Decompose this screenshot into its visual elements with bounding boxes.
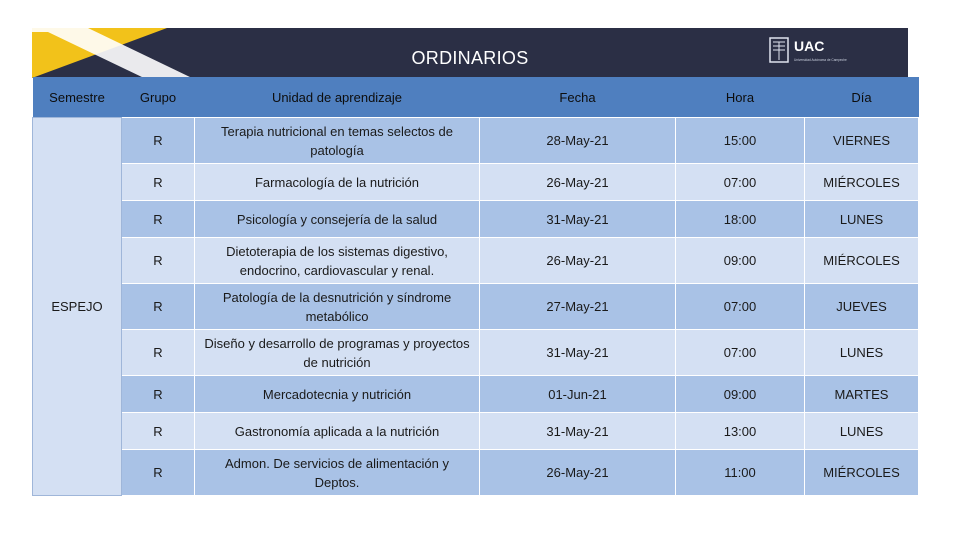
- hora-cell: 11:00: [676, 450, 805, 496]
- table-header-row: [33, 77, 919, 118]
- hora-cell: 09:00: [676, 238, 805, 284]
- unidad-cell: Gastronomía aplicada a la nutrición: [195, 413, 480, 450]
- fecha-cell: 01-Jun-21: [480, 376, 676, 413]
- grupo-cell: R: [122, 330, 195, 376]
- fecha-cell: 27-May-21: [480, 284, 676, 330]
- header-unidad: Unidad de aprendizaje: [195, 77, 480, 118]
- semestre-cell: ESPEJO: [33, 118, 122, 496]
- fecha-cell: 31-May-21: [480, 330, 676, 376]
- header-fecha: Fecha: [480, 77, 676, 118]
- header-dia: Día: [805, 77, 919, 118]
- unidad-cell: Farmacología de la nutrición: [195, 164, 480, 201]
- hora-cell: 09:00: [676, 376, 805, 413]
- header-semestre: Semestre: [33, 77, 122, 118]
- table-row: [33, 376, 919, 413]
- table-row: [33, 238, 919, 284]
- table-row: [33, 164, 919, 201]
- grupo-cell: R: [122, 238, 195, 284]
- table-row: [33, 413, 919, 450]
- table-row: [33, 118, 919, 164]
- dia-cell: MARTES: [805, 376, 919, 413]
- title-banner: [32, 28, 908, 78]
- unidad-cell: Diseño y desarrollo de programas y proyectos de nutrición: [195, 330, 480, 376]
- grupo-cell: R: [122, 450, 195, 496]
- fecha-cell: 28-May-21: [480, 118, 676, 164]
- grupo-cell: R: [122, 413, 195, 450]
- header-grupo: Grupo: [122, 77, 195, 118]
- fecha-cell: 26-May-21: [480, 164, 676, 201]
- unidad-cell: Admon. De servicios de alimentación y Deptos.: [195, 450, 480, 496]
- hora-cell: 07:00: [676, 330, 805, 376]
- grupo-cell: R: [122, 164, 195, 201]
- unidad-cell: Dietoterapia de los sistemas digestivo, endocrino, cardiovascular y renal.: [195, 238, 480, 284]
- fecha-cell: 31-May-21: [480, 413, 676, 450]
- table-row: [33, 330, 919, 376]
- unidad-cell: Patología de la desnutrición y síndrome metabólico: [195, 284, 480, 330]
- table-row: [33, 201, 919, 238]
- grupo-cell: R: [122, 201, 195, 238]
- table-row: [33, 284, 919, 330]
- hora-cell: 07:00: [676, 284, 805, 330]
- fecha-cell: 31-May-21: [480, 201, 676, 238]
- logo-text: UAC: [794, 38, 825, 54]
- dia-cell: MIÉRCOLES: [805, 164, 919, 201]
- unidad-cell: Psicología y consejería de la salud: [195, 201, 480, 238]
- grupo-cell: R: [122, 118, 195, 164]
- logo-caption: Universidad Autónoma de Campeche: [794, 58, 847, 62]
- fecha-cell: 26-May-21: [480, 450, 676, 496]
- fecha-cell: 26-May-21: [480, 238, 676, 284]
- hora-cell: 18:00: [676, 201, 805, 238]
- dia-cell: LUNES: [805, 413, 919, 450]
- page-title: ORDINARIOS: [411, 48, 529, 68]
- hora-cell: 13:00: [676, 413, 805, 450]
- exam-schedule-table: [32, 77, 919, 496]
- grupo-cell: R: [122, 284, 195, 330]
- university-logo: [768, 34, 848, 68]
- unidad-cell: Mercadotecnia y nutrición: [195, 376, 480, 413]
- unidad-cell: Terapia nutricional en temas selectos de patología: [195, 118, 480, 164]
- header-hora: Hora: [676, 77, 805, 118]
- table-row: [33, 450, 919, 496]
- dia-cell: LUNES: [805, 201, 919, 238]
- hora-cell: 15:00: [676, 118, 805, 164]
- dia-cell: MIÉRCOLES: [805, 238, 919, 284]
- dia-cell: MIÉRCOLES: [805, 450, 919, 496]
- dia-cell: LUNES: [805, 330, 919, 376]
- hora-cell: 07:00: [676, 164, 805, 201]
- dia-cell: VIERNES: [805, 118, 919, 164]
- grupo-cell: R: [122, 376, 195, 413]
- dia-cell: JUEVES: [805, 284, 919, 330]
